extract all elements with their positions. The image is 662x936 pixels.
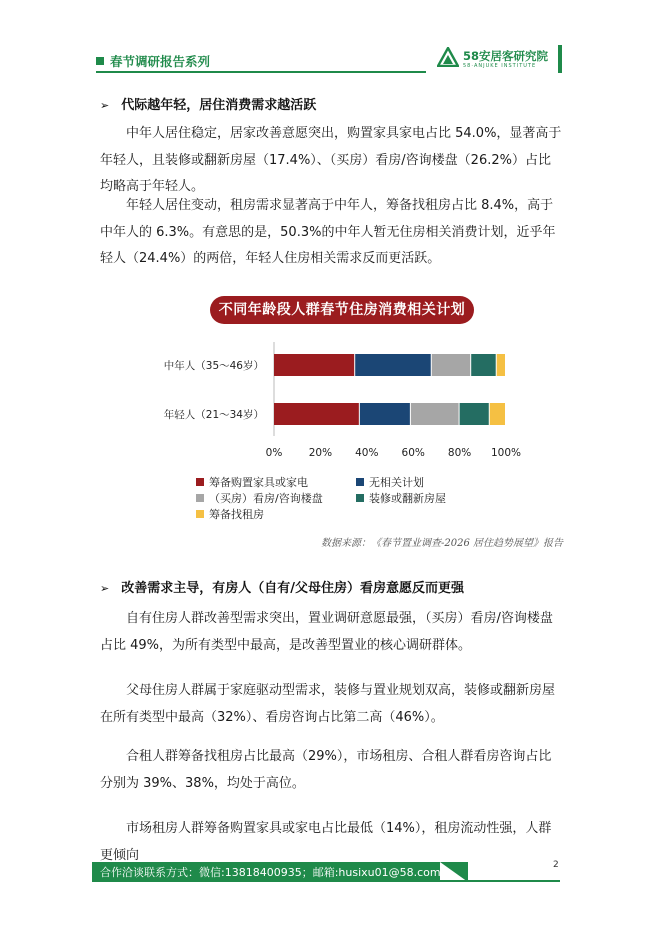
legend-swatch <box>356 478 364 486</box>
legend-label: 筹备购置家具或家电 <box>209 476 308 489</box>
contact-info: 合作洽谈联系方式：微信:13818400935；邮箱:husixu01@58.com； <box>100 866 452 879</box>
paragraph: 合租人群筹备找租房占比最高（29%），市场租房、合租人群看房咨询占比分别为 39%、38%，均处于高位。 <box>100 749 552 791</box>
header-accent-bar <box>558 45 562 73</box>
header-divider <box>96 71 426 73</box>
legend-item <box>196 506 264 522</box>
x-tick-label: 100% <box>490 447 522 459</box>
chart-title: 不同年龄段人群春节住房消费相关计划 <box>210 296 474 324</box>
legend-swatch <box>356 494 364 502</box>
square-bullet-icon <box>96 57 104 65</box>
bar-segment <box>460 403 489 425</box>
section-heading-2-text: 改善需求主导，有房人（自有/父母住房）看房意愿反而更强 <box>121 581 464 596</box>
legend-swatch <box>196 494 204 502</box>
bar-segment <box>490 403 505 425</box>
data-source-note: 数据来源：《春节置业调查-2026 居住趋势展望》报告 <box>320 538 563 549</box>
x-tick-label: 80% <box>447 447 472 459</box>
x-tick-label: 0% <box>265 447 283 459</box>
arrow-bullet-icon: ➢ <box>100 99 110 112</box>
bar-segment <box>274 354 354 376</box>
paragraph: 中年人居住稳定，居家改善意愿突出，购置家具家电占比 54.0%，显著高于年轻人，且装修或翻新房屋（17.4%）、（买房）看房/咨询楼盘（26.2%）占比均略高于年轻人。 <box>100 126 562 194</box>
legend-swatch <box>196 510 204 518</box>
legend-item <box>196 474 308 490</box>
legend-label: 无相关计划 <box>369 476 424 489</box>
section-heading-1 <box>100 94 316 113</box>
paragraph: 父母住房人群属于家庭驱动型需求，装修与置业规划双高，装修或翻新房屋在所有类型中最高（32%）、看房咨询占比第二高（46%）。 <box>100 683 556 725</box>
stacked-bar-chart <box>150 340 550 465</box>
paragraph: 年轻人居住变动，租房需求显著高于中年人，筹备找租房占比 8.4%，高于中年人的 6.3%。有意思的是，50.3%的中年人暂无住房相关消费计划，近乎年轻人（24.4%）的两倍，年轻人住房相关需求反而更活跃。 <box>100 198 556 266</box>
legend-item <box>196 490 323 506</box>
section-heading-1-text: 代际越年轻，居住消费需求越活跃 <box>121 98 317 113</box>
house-logo-icon <box>437 47 459 67</box>
bar-segment <box>274 403 359 425</box>
category-label: 中年人（35～46岁） <box>163 360 264 372</box>
x-tick-label: 20% <box>308 447 333 459</box>
bar-segment <box>471 354 496 376</box>
arrow-bullet-icon: ➢ <box>100 582 110 595</box>
logo-subtitle: 58·ANJUKE INSTITUTE <box>463 63 537 69</box>
bar-segment <box>360 403 410 425</box>
bar-segment <box>355 354 431 376</box>
brand-logo <box>437 44 557 72</box>
legend-swatch <box>196 478 204 486</box>
footer-divider <box>92 880 560 882</box>
legend-item <box>356 490 446 506</box>
bar-segment <box>497 354 505 376</box>
legend-label: 装修或翻新房屋 <box>369 492 446 505</box>
legend-label: 筹备找租房 <box>209 508 264 521</box>
bar-segment <box>411 403 459 425</box>
paragraph: 自有住房人群改善型需求突出，置业调研意愿最强，（买房）看房/咨询楼盘占比 49%，为所有类型中最高，是改善型置业的核心调研群体。 <box>100 611 553 653</box>
x-tick-label: 40% <box>355 447 379 459</box>
page-number: 2 <box>553 860 559 870</box>
bar-segment <box>432 354 470 376</box>
section-heading-2 <box>100 577 464 596</box>
paragraph: 市场租房人群筹备购置家具或家电占比最低（14%），租房流动性强，人群更倾向 <box>100 821 552 863</box>
legend-label: （买房）看房/咨询楼盘 <box>209 492 323 505</box>
legend-item <box>356 474 424 490</box>
series-title-text: 春节调研报告系列 <box>110 54 211 69</box>
x-tick-label: 60% <box>401 447 425 459</box>
logo-name: 58安居客研究院 <box>463 49 549 63</box>
category-label: 年轻人（21～34岁） <box>163 409 264 421</box>
series-title <box>96 52 210 70</box>
